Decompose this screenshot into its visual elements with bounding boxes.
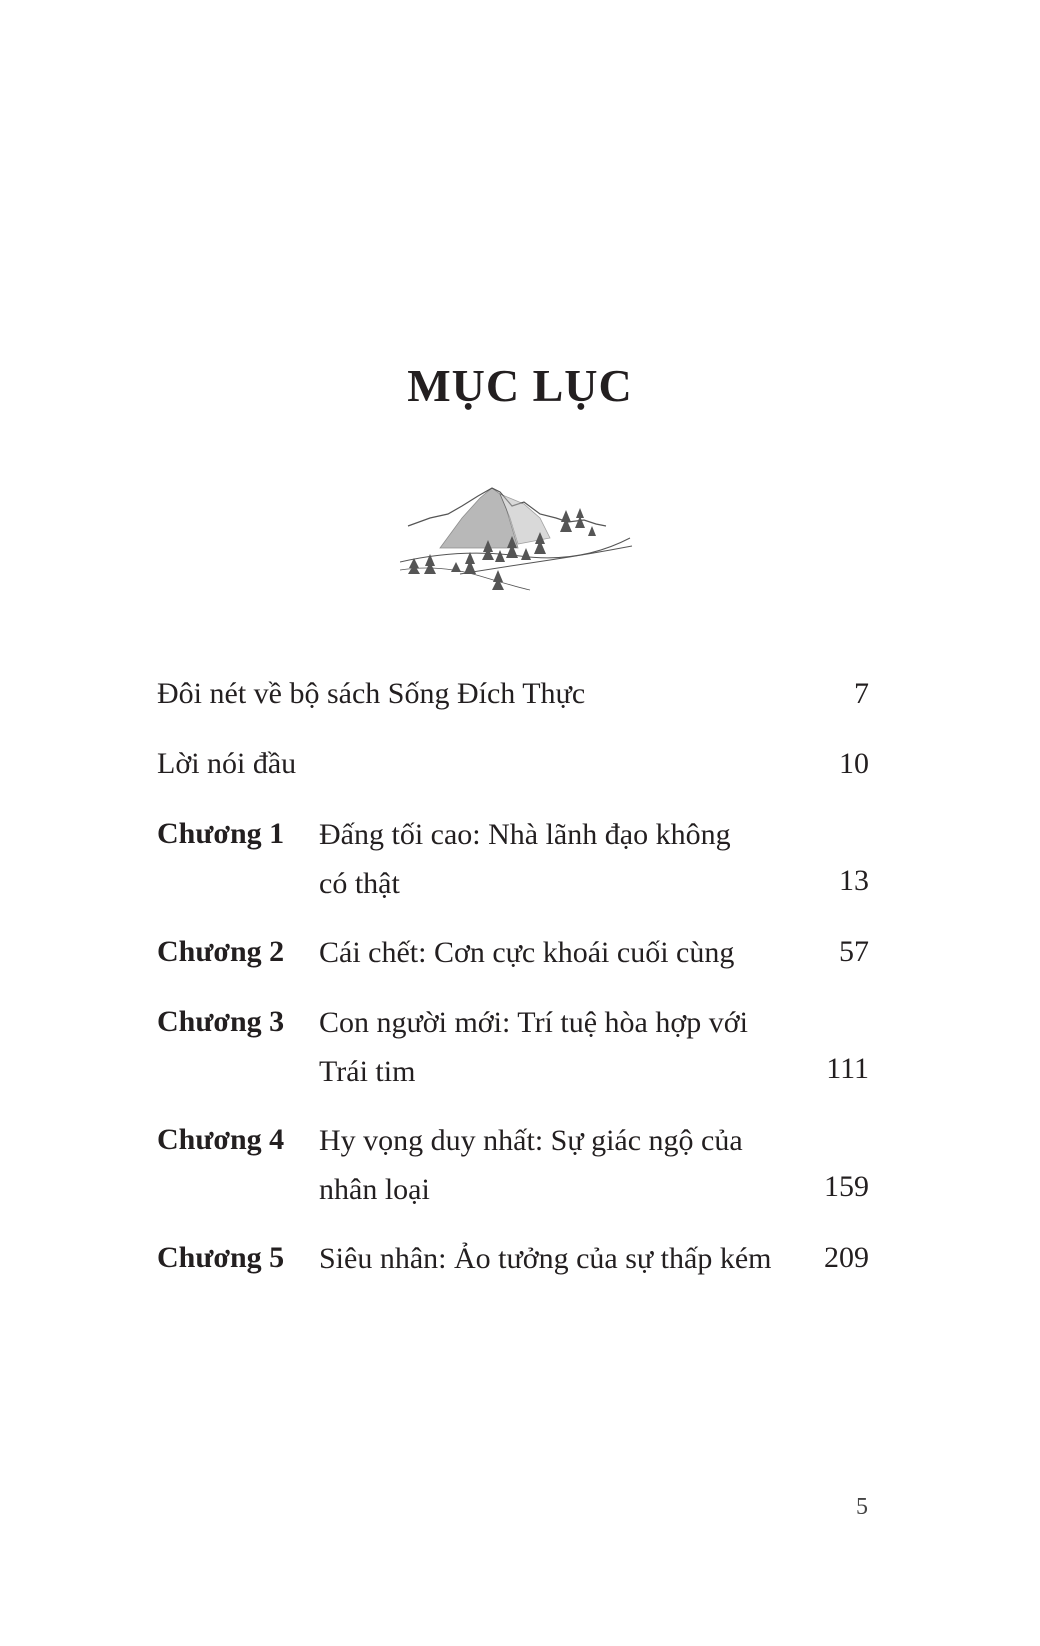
toc-entry-text: Đôi nét về bộ sách Sống Đích Thực — [157, 677, 586, 710]
chapter-label: Chương 1 — [157, 817, 285, 850]
toc-entry-page: 209 — [824, 1241, 869, 1274]
chapter-label: Chương 2 — [157, 935, 285, 968]
chapter-title-line1: Con người mới: Trí tuệ hòa hợp với — [319, 1006, 748, 1039]
chapter-title-line1: Cái chết: Cơn cực khoái cuối cùng — [319, 936, 735, 969]
page-title: MỤC LỤC — [407, 360, 633, 411]
toc-entry-page: 111 — [826, 1052, 869, 1085]
toc-entry-page: 7 — [854, 677, 869, 710]
chapter-title — [319, 998, 799, 1096]
toc-entry-page: 10 — [839, 747, 869, 780]
chapter-title-line2: có thật — [319, 867, 400, 900]
chapter-title-line2: nhân loại — [319, 1173, 430, 1206]
toc-entry-page: 13 — [839, 864, 869, 897]
chapter-title-line1: Hy vọng duy nhất: Sự giác ngộ của — [319, 1124, 743, 1157]
chapter-title — [319, 810, 799, 908]
toc-entry-page: 57 — [839, 935, 869, 968]
chapter-title — [319, 1234, 819, 1283]
chapter-title — [319, 928, 799, 977]
chapter-label: Chương 5 — [157, 1241, 285, 1274]
chapter-title — [319, 1116, 799, 1214]
chapter-label: Chương 4 — [157, 1123, 285, 1156]
chapter-title-line2: Trái tim — [319, 1055, 416, 1088]
mountain-landscape-icon — [400, 478, 640, 598]
page-number: 5 — [856, 1494, 868, 1520]
chapter-label: Chương 3 — [157, 1005, 285, 1038]
chapter-title-line1: Siêu nhân: Ảo tưởng của sự thấp kém — [319, 1242, 772, 1275]
toc-entry-page: 159 — [824, 1170, 869, 1203]
toc-entry-text: Lời nói đầu — [157, 747, 297, 780]
chapter-title-line1: Đấng tối cao: Nhà lãnh đạo không — [319, 818, 731, 851]
